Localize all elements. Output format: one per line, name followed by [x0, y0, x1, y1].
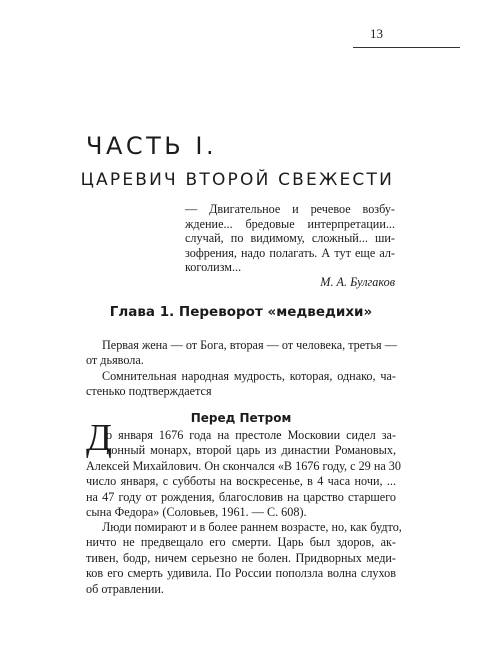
- paragraph-line: ничто не предвещало его смерти. Царь был здоров, ак-: [86, 535, 396, 550]
- chapter-title: Глава 1. Переворот «медведихи»: [109, 304, 373, 320]
- paragraph-line: Алексей Михайлович. Он скончался «В 1676 году, с 29 на 30: [86, 458, 401, 473]
- epigraph-line: зофрения, надо полагать. А тут еще ал-: [185, 245, 395, 260]
- section-title: Перед Петром: [190, 411, 292, 425]
- paragraph: [86, 428, 401, 520]
- chapter-epigraph-line: Первая жена — от Бога, вторая — от человека, третья —: [102, 338, 397, 352]
- part-subtitle: ЦАРЕВИЧ ВТОРОЙ СВЕЖЕСТИ: [80, 170, 394, 190]
- epigraph-line: ждение... бредовые интерпретации...: [185, 216, 395, 231]
- chapter-epigraph-line: стенько подтверждается: [86, 384, 212, 399]
- paragraph-line: об отравлении.: [86, 581, 164, 596]
- drop-cap: Д: [86, 417, 112, 459]
- header-rule: [353, 47, 460, 48]
- epigraph-line: — Двигательное и речевое возбу-: [185, 202, 395, 216]
- epigraph-line: коголизм...: [185, 260, 242, 275]
- paragraph-line: тивен, бодр, ничем серьезно не болен. Придворных меди-: [86, 550, 396, 565]
- part-title: ЧАСТЬ I.: [86, 132, 218, 160]
- paragraph-line: о января 1676 года на престоле Московии сидел за-: [106, 428, 396, 442]
- paragraph-line: сына Федора» (Соловьев, 1961. — С. 608).: [86, 505, 307, 520]
- epigraph-line: случай, по видимому, сложный... ши-: [185, 231, 395, 246]
- paragraph-line: Люди помирают и в более раннем возрасте, но, как будто,: [102, 520, 402, 534]
- paragraph-line: число января, с субботы на воскресенье, в 4 часа ночи, ...: [86, 474, 396, 489]
- paragraph-line: на 47 году от рождения, благословив на царство старшего: [86, 489, 396, 504]
- page-number: 13: [370, 26, 383, 41]
- epigraph-author: М. А. Булгаков: [320, 275, 395, 289]
- chapter-epigraph-line: от дьявола.: [86, 353, 144, 368]
- epigraph: [185, 202, 395, 275]
- paragraph: [86, 520, 402, 597]
- paragraph-line: ков его смерть удивила. По России поползла волна слухов: [86, 566, 396, 581]
- paragraph-line: конный монарх, второй царь из династии Романовых,: [106, 443, 396, 458]
- chapter-epigraph: [86, 338, 396, 400]
- chapter-epigraph-line: Сомнительная народная мудрость, которая, однако, ча-: [102, 368, 396, 383]
